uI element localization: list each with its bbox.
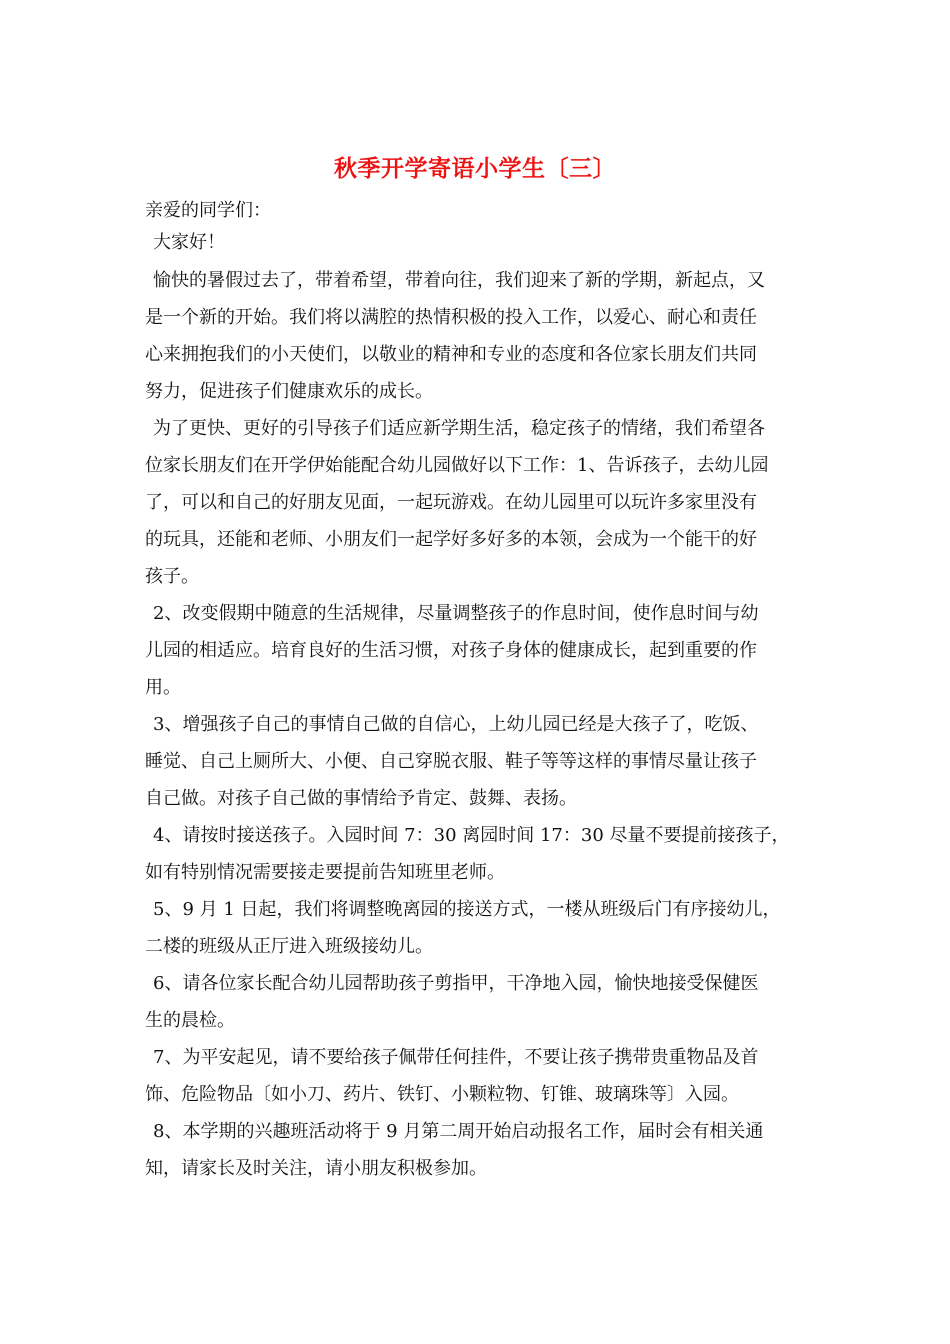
paragraph-line: 如有特别情况需要接走要提前告知班里老师。 (145, 862, 505, 883)
paragraph-line: 为了更快、更好的引导孩子们适应新学期生活，稳定孩子的情绪，我们希望各 (153, 418, 765, 439)
salutation: 亲爱的同学们： (145, 200, 271, 221)
paragraph-line: 儿园的相适应。培育良好的生活习惯，对孩子身体的健康成长，起到重要的作 (145, 640, 757, 661)
paragraph-line: 自己做。对孩子自己做的事情给予肯定、鼓舞、表扬。 (145, 788, 577, 809)
paragraph-item-7 (145, 1039, 810, 1113)
paragraph-item-4 (145, 817, 810, 891)
paragraph-line: 3、增强孩子自己的事情自己做的自信心，上幼儿园已经是大孩子了，吃饭、 (153, 714, 759, 735)
greeting: 大家好！ (153, 232, 225, 253)
paragraph-item-2 (145, 595, 810, 706)
paragraph-item-5 (145, 891, 810, 965)
paragraph-2 (145, 410, 810, 595)
paragraph-line: 生的晨检。 (145, 1010, 235, 1031)
paragraph-line: 二楼的班级从正厅进入班级接幼儿。 (145, 936, 433, 957)
paragraph-line: 睡觉、自己上厕所大、小便、自己穿脱衣服、鞋子等等这样的事情尽量让孩子 (145, 751, 757, 772)
paragraph-line: 位家长朋友们在开学伊始能配合幼儿园做好以下工作：1、告诉孩子，去幼儿园 (145, 455, 769, 476)
paragraph-line: 8、本学期的兴趣班活动将于 9 月第二周开始启动报名工作，届时会有相关通 (153, 1121, 764, 1142)
paragraph-line: 饰、危险物品〔如小刀、药片、铁钉、小颗粒物、钉锥、玻璃珠等〕入园。 (145, 1084, 739, 1105)
document-title: 秋季开学寄语小学生〔三〕 (334, 156, 616, 182)
paragraph-line: 孩子。 (145, 566, 199, 587)
paragraph-line: 用。 (145, 677, 181, 698)
paragraph-line: 愉快的暑假过去了，带着希望，带着向往，我们迎来了新的学期，新起点，又 (153, 270, 765, 291)
paragraph-line: 7、为平安起见，请不要给孩子佩带任何挂件，不要让孩子携带贵重物品及首 (153, 1047, 759, 1068)
paragraph-item-8 (145, 1113, 810, 1187)
paragraph-line: 4、请按时接送孩子。入园时间 7：30 离园时间 17：30 尽量不要提前接孩子， (153, 825, 790, 846)
paragraph-line: 了，可以和自己的好朋友见面，一起玩游戏。在幼儿园里可以玩许多家里没有 (145, 492, 757, 513)
paragraph-line: 6、请各位家长配合幼儿园帮助孩子剪指甲，干净地入园，愉快地接受保健医 (153, 973, 759, 994)
paragraph-item-6 (145, 965, 810, 1039)
paragraph-line: 是一个新的开始。我们将以满腔的热情积极的投入工作，以爱心、耐心和责任 (145, 307, 757, 328)
paragraph-1 (145, 262, 810, 410)
paragraph-line: 知，请家长及时关注，请小朋友积极参加。 (145, 1158, 487, 1179)
paragraph-line: 2、改变假期中随意的生活规律，尽量调整孩子的作息时间，使作息时间与幼 (153, 603, 759, 624)
paragraph-item-3 (145, 706, 810, 817)
paragraph-line: 心来拥抱我们的小天使们，以敬业的精神和专业的态度和各位家长朋友们共同 (145, 344, 757, 365)
paragraph-line: 努力，促进孩子们健康欢乐的成长。 (145, 381, 433, 402)
paragraph-line: 5、9 月 1 日起，我们将调整晚离园的接送方式，一楼从班级后门有序接幼儿， (153, 899, 781, 920)
paragraph-line: 的玩具，还能和老师、小朋友们一起学好多好多的本领，会成为一个能干的好 (145, 529, 757, 550)
document-body (145, 196, 810, 1187)
